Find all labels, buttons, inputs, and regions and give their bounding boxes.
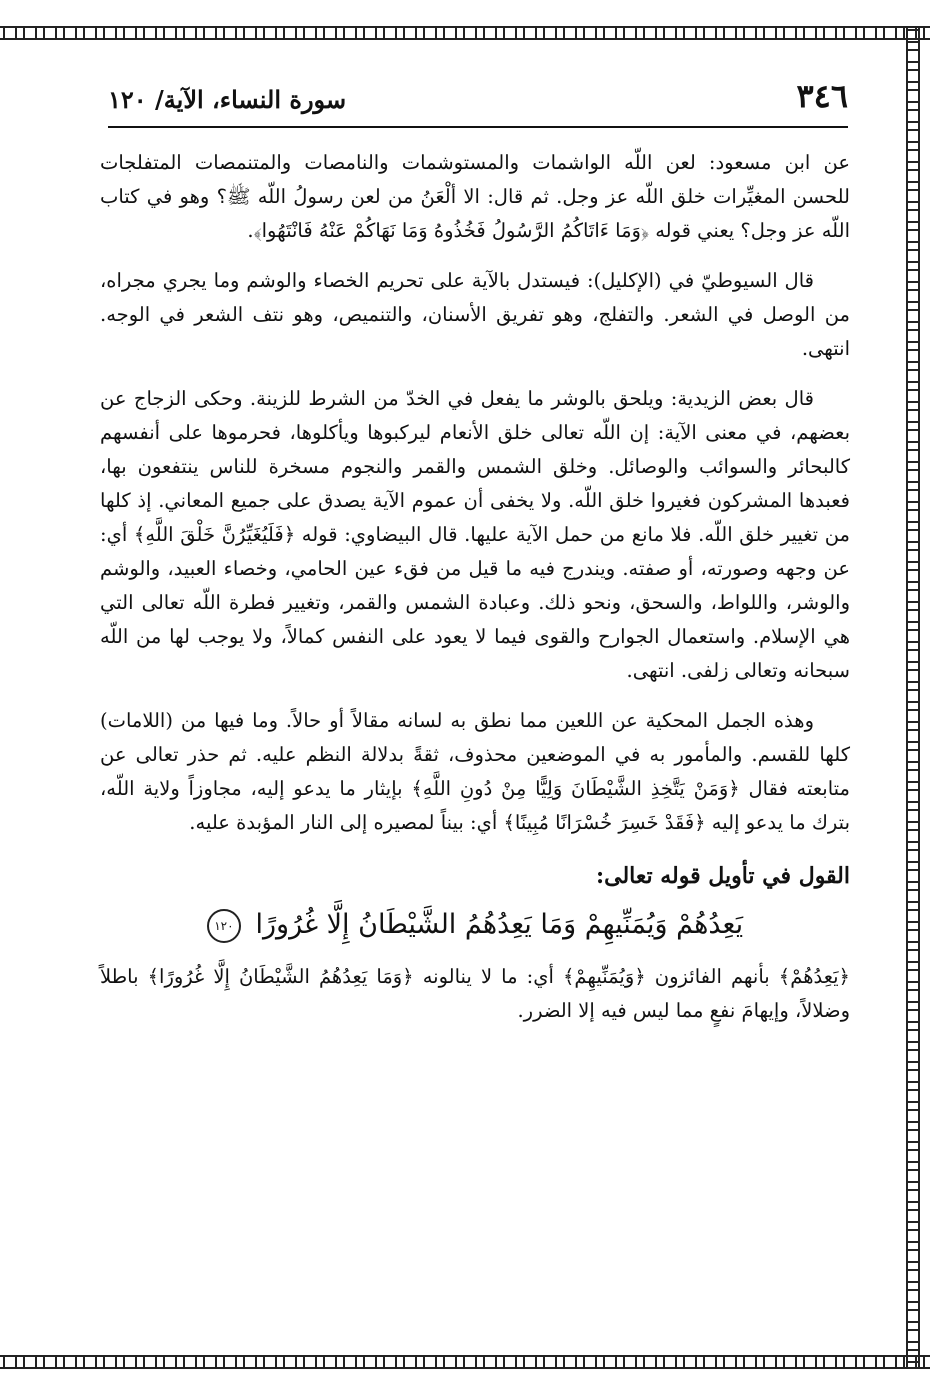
verse-commentary: ﴿يَعِدُهُمْ﴾ بأنهم الفائزون ﴿وَيُمَنِّيهِمْ﴾ أي: ما لا ينالونه ﴿وَمَا يَعِدُهُمُ الشَّيْطَانُ إِلَّا غُرُورًا﴾ باطلاً وضلالاً، وإيهامَ نفعٍ مما ليس فيه إلا الضرر. xyxy=(100,965,850,1022)
paragraph-lamat: وهذه الجمل المحكية عن اللعين مما نطق به لسانه مقالاً أو حالاً. وما فيها من (اللامات) كلها للقسم. والمأمور به في الموضعين محذوف، ثقةً بدلالة النظم عليه. ثم حذر تعالى عن متابعته فقال ﴿وَمَنْ يَتَّخِذِ الشَّيْطَانَ وَلِيًّا مِنْ دُونِ اللَّهِ﴾ بإيثار ما يدعو إليه، مجاوزاً ولاية اللّه، بترك ما يدعو إليه ﴿فَقَدْ خَسِرَ خُسْرَانًا مُبِينًا﴾ أي: بيناً لمصيره إلى النار المؤبدة عليه. xyxy=(100,709,850,834)
quran-verse xyxy=(100,900,850,950)
page-number: ٣٤٦ xyxy=(796,77,848,115)
paragraph-suyuti: قال السيوطيّ في (الإكليل): فيستدل بالآية على تحريم الخصاء والوشم وما يجري مجراه، من الوصل في الشعر. والتفلج، وهو تفريق الأسنان، والتنميص، وهو نتف الشعر في الوجه. انتهى. xyxy=(100,269,850,360)
paragraph-ibn-masud: عن ابن مسعود: لعن اللّه الواشمات والمستوشمات والنامصات والمتنمصات المتفلجات للحسن المغيِّرات خلق اللّه عز وجل. ثم قال: الا ألْعَنُ من لعن رسولُ اللّه ﷺ؟ وهو في كتاب اللّه عز وجل؟ يعني قوله ﴿وَمَا ءَاتَاكُمُ الرَّسُولُ فَخُذُوهُ وَمَا نَهَاكُمْ عَنْهُ فَانْتَهُوا﴾. xyxy=(100,151,850,242)
section-heading: القول في تأويل قوله تعالى: xyxy=(596,863,850,889)
verse-text: يَعِدُهُمْ وَيُمَنِّيهِمْ وَمَا يَعِدُهُمُ الشَّيْطَانُ إِلَّا غُرُورًا xyxy=(255,909,744,940)
page-header xyxy=(108,76,848,128)
decorative-border-top xyxy=(0,26,930,40)
decorative-border-bottom xyxy=(0,1355,930,1369)
decorative-border-right xyxy=(906,26,920,1369)
paragraph-zaydiyya: قال بعض الزيدية: ويلحق بالوشر ما يفعل في الخدّ من الشرط للزينة. وحكى الزجاج عن بعضهم، في معنى الآية: إن اللّه تعالى خلق الأنعام ليركبوها ويأكلوها، فحرموها على أنفسهم كالبحائر والسوائب والوصائل. وخلق الشمس والقمر والنجوم مسخرة للناس ينتفعون بها، فعبدها المشركون فغيروا خلق اللّه. ولا يخفى أن عموم الآية يصدق على جميع المعاني. إذ كلها من تغيير خلق اللّه. فلا مانع من حمل الآية عليها. قال البيضاوي: قوله ﴿فَلَيُغَيِّرُنَّ خَلْقَ اللَّهِ﴾ أي: عن وجهه وصورته، أو صفته. ويندرج فيه ما قيل من فقء عين الحامي، وخصاء العبيد، والوشم والوشر، واللواط، والسحق، ونحو ذلك. وعبادة الشمس والقمر، وتغيير فطرة اللّه تعالى التي هي الإسلام. واستعمال الجوارح والقوى فيما لا يعود على النفس كمالاً، ولا يوجب لها من اللّه سبحانه وتعالى زلفى. انتهى. xyxy=(100,387,850,682)
page-body xyxy=(100,146,850,1044)
running-title: سورة النساء، الآية/ ١٢٠ xyxy=(108,85,347,114)
verse-number-marker: ١٢٠ xyxy=(207,909,241,943)
